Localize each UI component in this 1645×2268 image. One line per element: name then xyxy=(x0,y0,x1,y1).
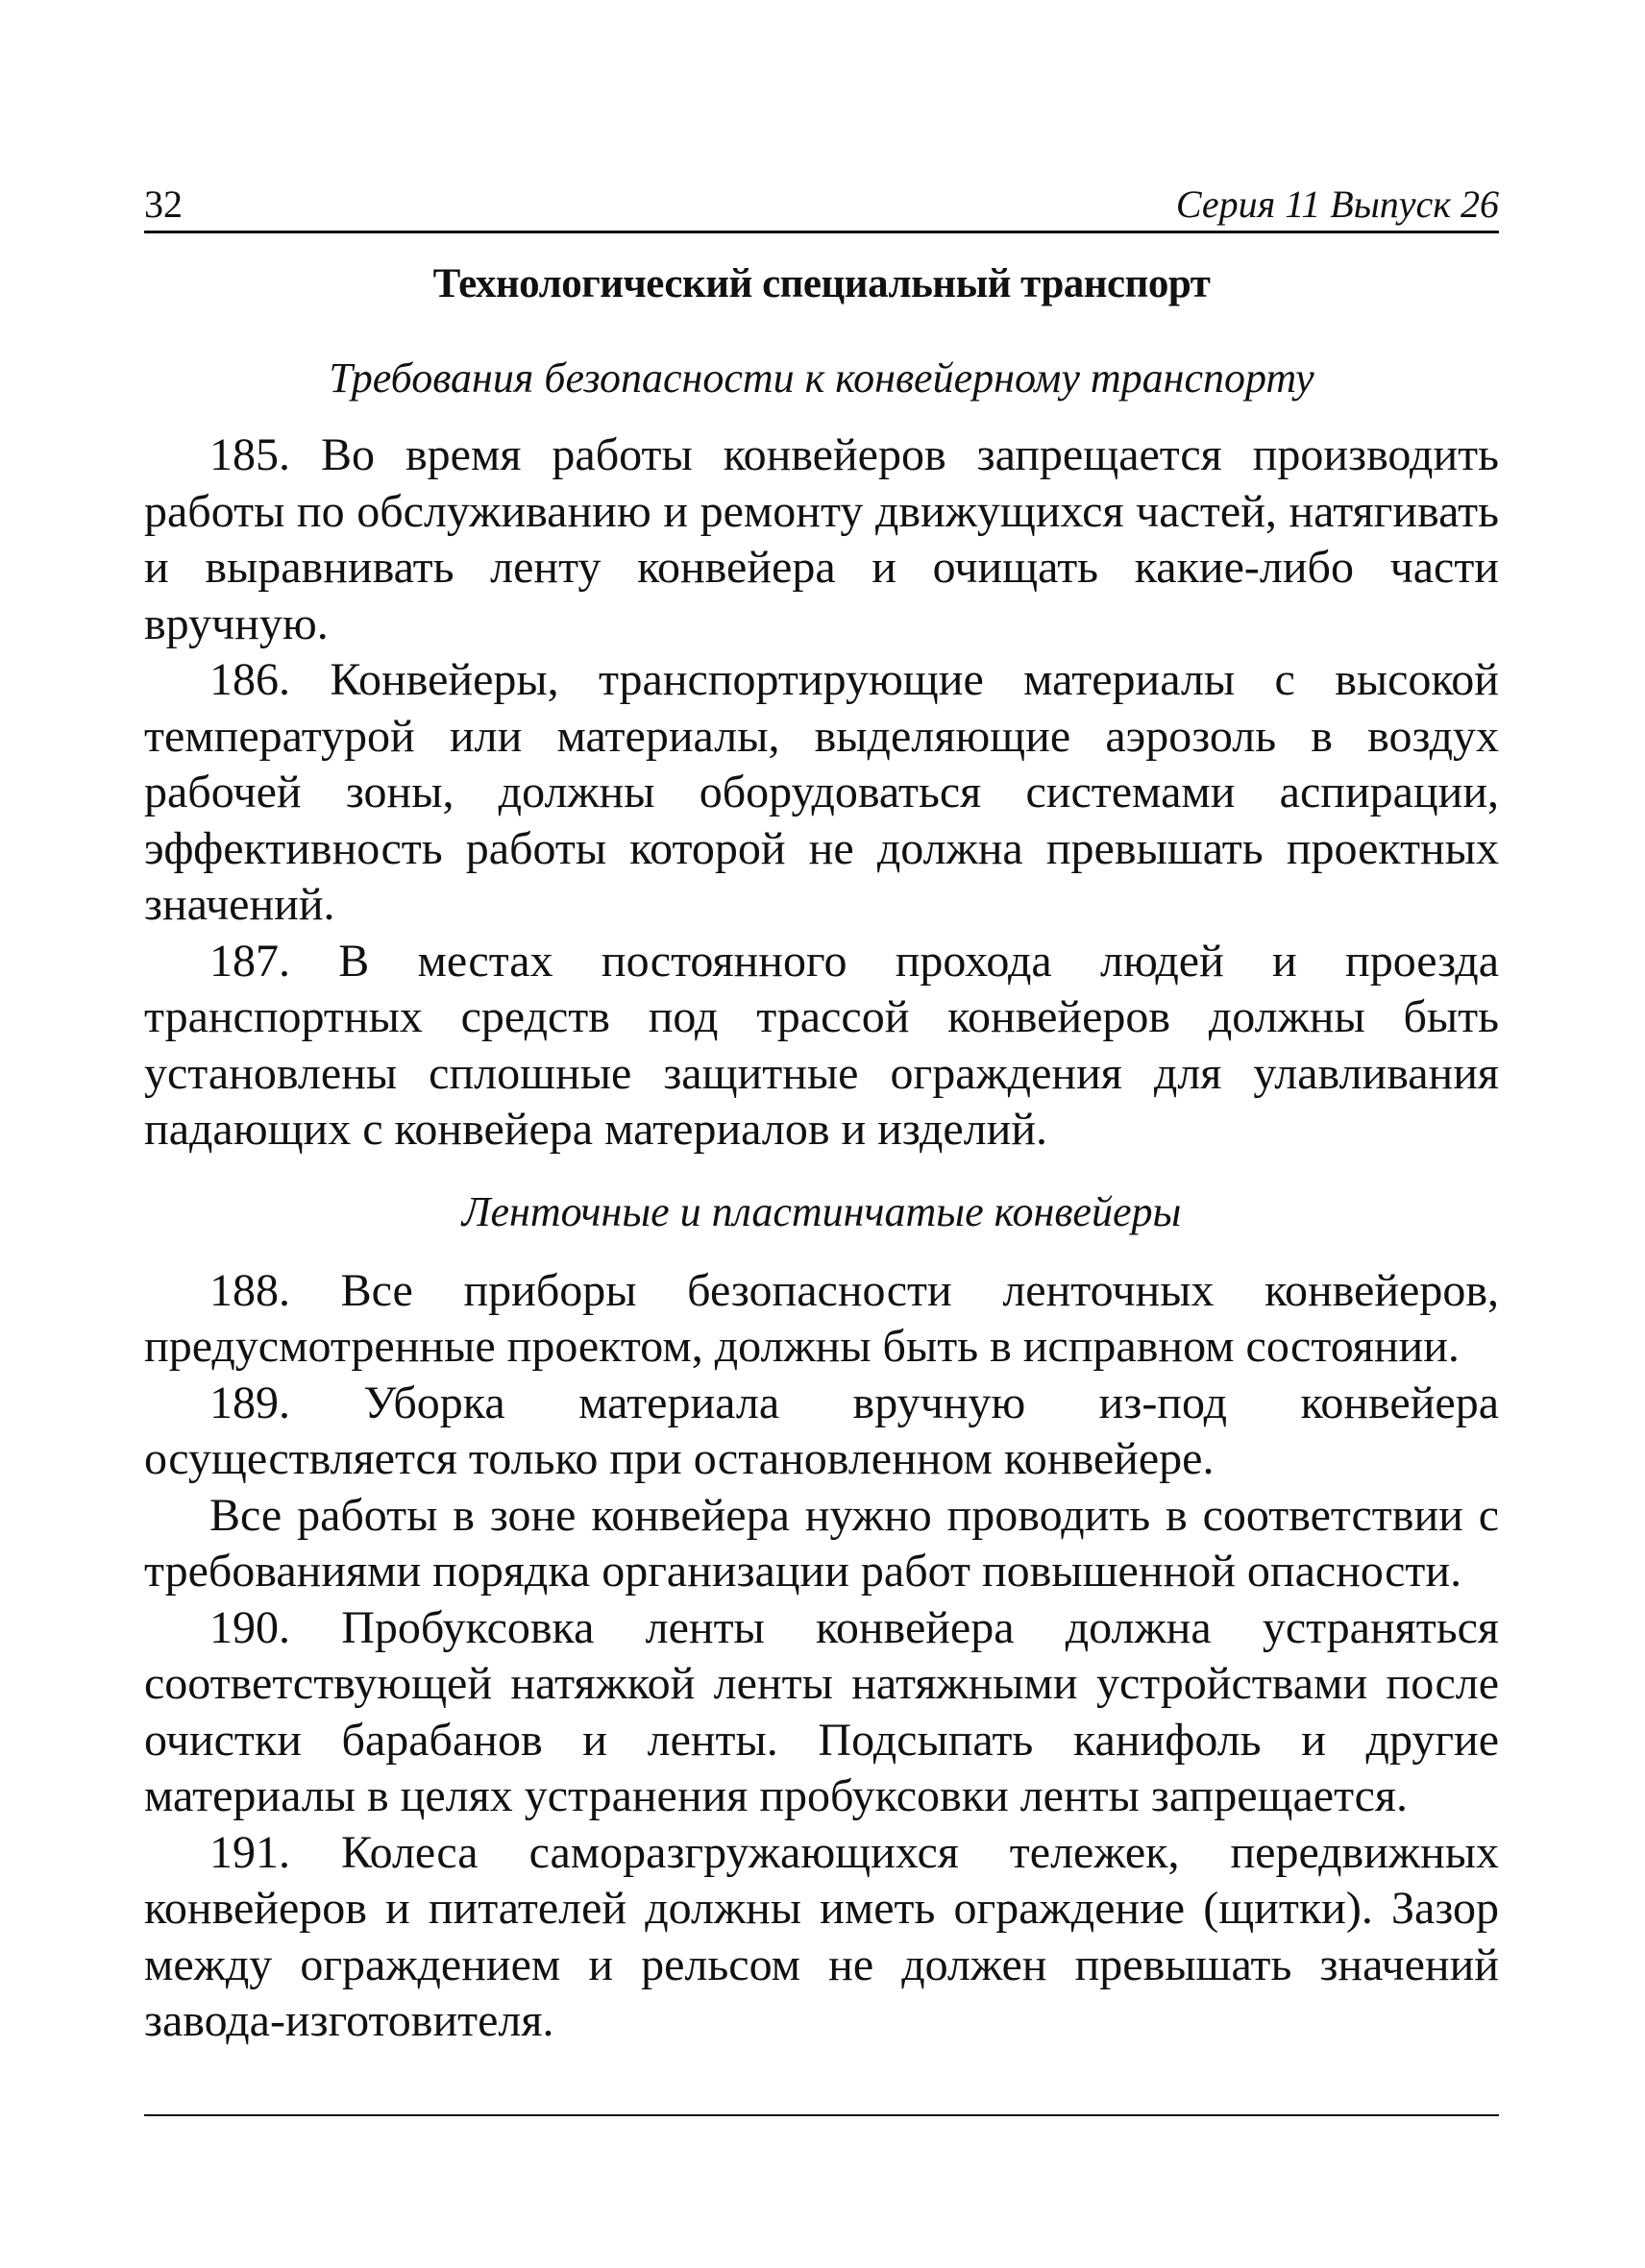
page-number: 32 xyxy=(144,183,183,226)
bottom-rule xyxy=(144,2114,1499,2116)
section-title: Требования безопасности к конвейерному транспорту xyxy=(329,354,1314,402)
paragraph-189-note: Все работы в зоне конвейера нужно проводить в соответствии с требованиями порядка организации работ повышенной опасности. xyxy=(144,1489,1499,1597)
chapter-title: Технологический специальный транспорт xyxy=(432,261,1211,306)
paragraph-188: 188. Все приборы безопасности ленточных конвейеров, предусмотренные проектом, должны быть в исправном состоянии. xyxy=(144,1264,1499,1372)
paragraph-190: 190. Пробуксовка ленты конвейера должна устраняться соответствующей натяжкой ленты натяжными устройствами после очистки барабанов и ленты. Подсыпать канифоль и другие материалы в целях устранения пробуксовки ленты запрещается. xyxy=(144,1601,1499,1821)
running-header xyxy=(144,173,1499,233)
paragraph-185: 185. Во время работы конвейеров запрещается производить работы по обслуживанию и ремонту движущихся частей, натягивать и выравнивать ленту конвейера и очищать какие-либо части вручную. xyxy=(144,429,1499,649)
paragraph-189: 189. Уборка материала вручную из-под конвейера осуществляется только при остановленном конвейере. xyxy=(144,1377,1499,1484)
document-page xyxy=(144,173,1499,2050)
paragraph-191: 191. Колеса саморазгружающихся тележек, передвижных конвейеров и питателей должны иметь ограждение (щитки). Зазор между ограждением и рельсом не должен превышать значений завода-изготовителя. xyxy=(144,1826,1499,2046)
series-label: Серия 11 Выпуск 26 xyxy=(1175,183,1499,226)
paragraph-187: 187. В местах постоянного прохода людей и проезда транспортных средств под трассой конвейеров должны быть установлены сплошные защитные ограждения для улавливания падающих с конвейера материалов и изделий. xyxy=(144,935,1499,1155)
paragraph-186: 186. Конвейеры, транспортирующие материалы с высокой температурой или материалы, выделяющие аэрозоль в воздух рабочей зоны, должны оборудоваться системами аспирации, эффективность работы которой не должна превышать проектных значений. xyxy=(144,654,1499,930)
section-title: Ленточные и пластинчатые конвейеры xyxy=(461,1187,1182,1235)
